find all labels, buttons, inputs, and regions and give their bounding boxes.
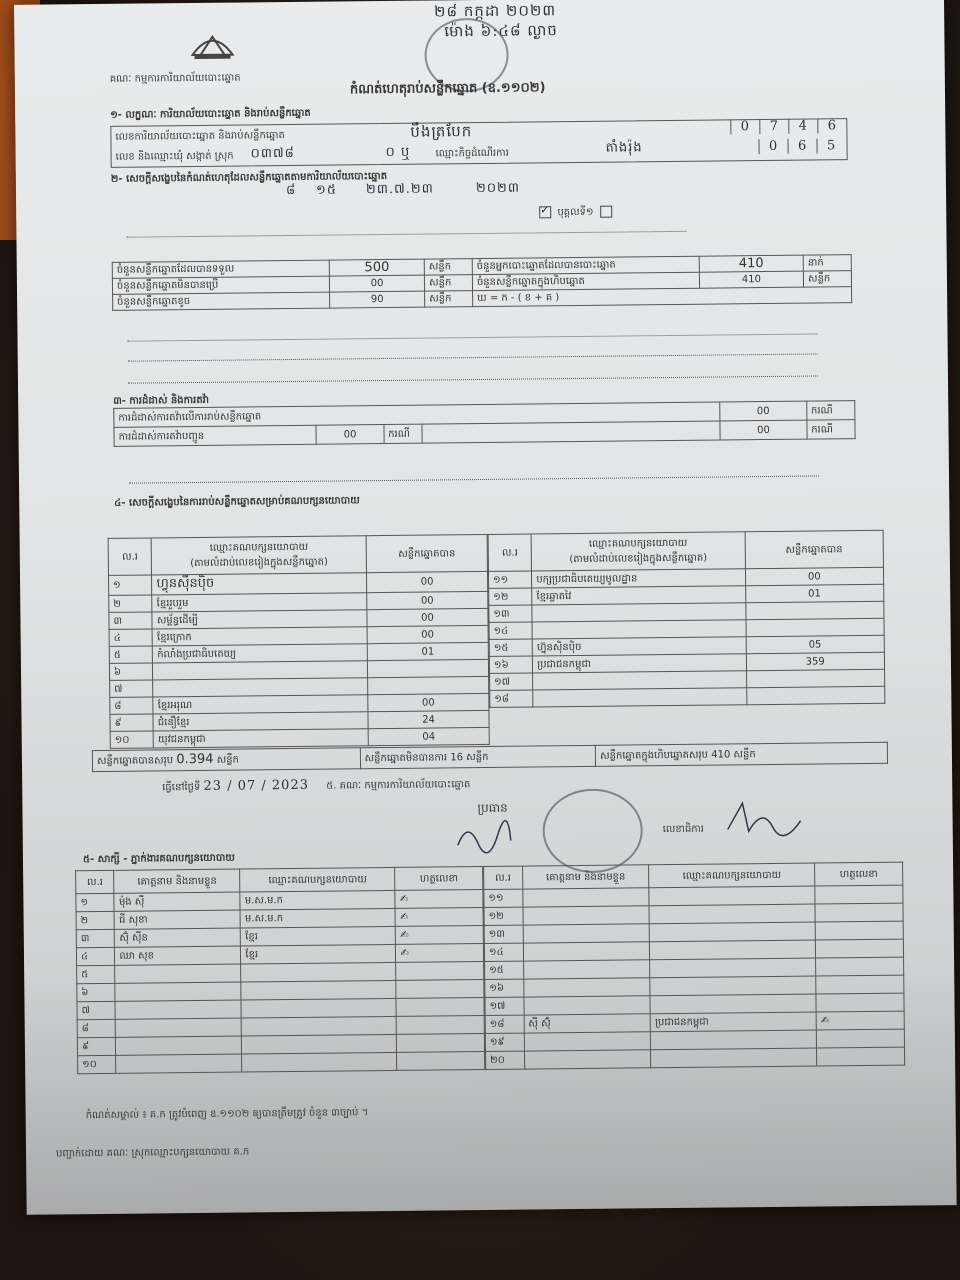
table-row: ៦: [109, 659, 488, 680]
section1-row1-label: លេខការិយាល័យបោះឆ្នោត និងរាប់សន្លឹកឆ្នោត: [115, 130, 285, 143]
party-votes-table-right: [488, 530, 886, 708]
table-row: ១០ យុវជនកម្ពុជា 04: [110, 727, 489, 748]
total-value: 0.394: [176, 751, 214, 768]
form-title: កំណត់ហេតុរាប់សន្លឹកឆ្នោត (ឧ.១១០២): [349, 80, 546, 98]
section1-row2-label: លេខ និងឈ្មោះឃុំ សង្កាត់ ស្រុក: [115, 150, 234, 163]
table-row: ២ ធី សុខា ម.ស.ម.ក ✍: [76, 908, 483, 930]
table-row: ៧: [77, 998, 484, 1020]
section4-heading: ៤- សេចក្ដីសង្ខេបនៃការរាប់សន្លឹកឆ្នោតសម្រាប់គណបក្សនយោបាយ: [114, 495, 360, 509]
section3-line: [129, 475, 819, 483]
section2-date-a: ៨: [285, 182, 297, 199]
section1-row2-label2: ឈ្មោះកិច្ចដំណើរការ: [435, 147, 509, 160]
invalid-value: 16: [450, 751, 464, 763]
table-row: ១៨ ស៊ី ស៊ុំ ប្រជាជនកម្ពុជា ✍: [485, 1011, 904, 1033]
table-row: ១៤: [484, 939, 903, 961]
table-header-row: ល.រ ឈ្មោះគណបក្សនយោបាយ (តាមលំដាប់លេខរៀងក្នុងសន្លឹកឆ្នោត) សន្លឹកឆ្នោតបាន: [108, 534, 487, 575]
table-row: ចំនួនសន្លឹកឆ្នោតខូច 90 សន្លឹក ឃ = ក - ( ខ + គ ): [113, 287, 852, 311]
table-header-row: ល.រ គោត្តនាម និងនាមខ្លួន ឈ្មោះគណបក្សនយោបាយ ហត្ថលេខា: [484, 862, 903, 889]
table-row: ៥: [77, 962, 484, 984]
ballot-count-form-sheet: [14, 0, 957, 1215]
chair-signature-icon: [453, 815, 513, 856]
section2-line-1: [128, 333, 818, 341]
ministry-label: គណៈ កម្មការការិយាល័យបោះឆ្នោត: [109, 72, 241, 85]
table-row: ១៧: [485, 993, 904, 1015]
table-row: ៣ សម្ព័ន្ធដើម្បី 00: [109, 608, 488, 629]
section1-row1-code: 0 7 4 6: [730, 118, 846, 134]
table-row: ១៦: [485, 975, 904, 997]
table-row: ១ ហ្វុនស៊ីនប៉ិច 00: [109, 571, 488, 595]
table-row: ចំនួនសន្លឹកឆ្នោតដែលបានទទួល 500 សន្លឹក ចំនួនអ្នកបោះឆ្នោតដែលបានបោះឆ្នោត 410 នាក់: [112, 255, 851, 279]
box-total-label: សន្លឹកឆ្នោតក្នុងហិបឆ្នោតសរុប: [600, 749, 709, 762]
table-row: ១៥ ហ្វ៊ុនស៊ិនប៉ិច 05: [489, 635, 884, 656]
section2-fill-line: [126, 231, 686, 238]
section3-heading: ៣- ការដំដាស់ និងការតវ៉ា: [113, 394, 210, 407]
date-line: ធ្វើនៅថ្ងៃទី 23 / 07 / 2023 ៥. គណៈ កម្មការការិយាល័យបោះឆ្នោត: [162, 777, 471, 794]
table-row: ៤ ខ្មែរក្រោក 00: [109, 625, 488, 646]
table-row: ៨: [77, 1016, 484, 1038]
emblem-icon: [184, 25, 240, 62]
total-label: សន្លឹកឆ្នោតបានសរុប: [96, 755, 174, 768]
table-row: ៧: [110, 676, 489, 697]
table-row: ការដំដាស់ការតវ៉ាបញ្ជូន 00 ករណី 00 ករណី: [114, 420, 855, 447]
table-row: ៦: [77, 980, 484, 1002]
section2-line-3: [128, 375, 818, 383]
table-row: ការដំដាស់ការតវ៉ាលើការរាប់សន្លឹកឆ្នោត 00 ករណី: [114, 401, 855, 428]
secretary-signature-icon: [722, 797, 802, 838]
checkbox-no[interactable]: [600, 206, 612, 218]
table-row: ១ ម៉ុង ស៊ី ម.ស.ម.ក ✍: [76, 890, 483, 912]
section3-table: [113, 400, 855, 447]
section2-date-d: ២០២៣: [475, 180, 521, 197]
table-row: ៩ ជំនឿខ្មែរ 24: [110, 710, 489, 731]
table-row: ១៦ ប្រជាជនកម្ពុជា 359: [489, 652, 884, 673]
handwritten-date: ២៨ កក្កដា ២០២៣: [434, 1, 557, 21]
section2-table: [112, 254, 852, 311]
section1-row1-value: បឹងត្របែក: [410, 122, 473, 141]
section2-heading: ២- សេចក្ដីសង្ខេបនៃកំណត់ហេតុដែលសន្លឹកឆ្នោតតាមការិយាល័យបោះឆ្នោត: [110, 170, 388, 185]
table-row: ១៧: [490, 669, 885, 690]
section2-check-row: ✓ បុគ្គលទី១: [536, 205, 615, 221]
table-row: ៣ ស៊ុំ ស៊ីន ខ្មែរ ✍: [76, 926, 483, 948]
table-row: ២ ខ្មែររួបរួម 00: [109, 591, 488, 612]
witness-table-left: [75, 866, 485, 1074]
invalid-label: សន្លឹកឆ្នោតមិនបានការ: [364, 751, 448, 764]
table-row: ១២ ខ្មែរឆ្លាតវៃ 01: [489, 584, 884, 605]
section1-row2-code: 0 6 5: [758, 138, 845, 154]
table-row: ១៨: [490, 686, 885, 707]
section1-row2-value2: តាំងរ៉ុង: [605, 140, 643, 156]
section2-date-b: ១៥: [315, 182, 338, 198]
box-total-value: 410: [711, 748, 731, 761]
table-row: ចំនួនសន្លឹកឆ្នោតមិនបានប្រើ 00 សន្លឹក ចំនួនសន្លឹកឆ្នោតក្នុងហិបឆ្នោត 410 សន្លឹក: [112, 271, 851, 295]
footer-bottom: បញ្ជាក់ដោយ គណៈ ស្រុកឈ្មោះបក្សនយោបាយ គ.ក: [56, 1146, 250, 1160]
table-row: ១៣: [484, 921, 903, 943]
section1-heading: ១- លក្ខណៈ ការិយាល័យបោះឆ្នោត និងរាប់សន្លឹកឆ្នោត: [110, 107, 311, 121]
table-row: ១៤: [489, 618, 884, 639]
secretary-label: លេខាធិការ: [662, 823, 705, 836]
table-header-row: ល.រ ឈ្មោះគណបក្សនយោបាយ (តាមលំដាប់លេខរៀងក្នុងសន្លឹកឆ្នោត) សន្លឹកឆ្នោតបាន: [488, 530, 883, 571]
section1-row2-value: ០៣៧៨: [250, 145, 295, 162]
section5-heading: ៥- សាក្សី - ភ្នាក់ងារគណបក្សនយោបាយ: [82, 852, 235, 866]
table-row: ៥ កំលាំងប្រជាធិបតេយ្យ 01: [109, 642, 488, 663]
table-row: ៩: [77, 1034, 484, 1056]
table-header-row: ល.រ គោត្តនាម និងនាមខ្លួន ឈ្មោះគណបក្សនយោបាយ ហត្ថលេខា: [76, 867, 483, 894]
checkbox-yes[interactable]: [539, 206, 551, 218]
table-row: ១១: [484, 885, 903, 907]
chair-label: ប្រធាន: [477, 800, 508, 816]
table-row: ១២: [484, 903, 903, 925]
table-row: ១១ បក្សប្រជាធិបតេយ្យមូលដ្ឋាន 00: [488, 567, 883, 588]
table-row: ៤ ឈា សុខ ខ្មែរ ✍: [76, 944, 483, 966]
table-row: ៨ ខ្មែរអរុណ 00: [110, 693, 489, 714]
table-row: សន្លឹកឆ្នោតបានសរុប 0.394 សន្លឹក សន្លឹកឆ្នោតមិនបានការ 16 សន្លឹក សន្លឹកឆ្នោតក្នុងហិបឆ្នោតសរុប 410 សន្លឹក: [92, 742, 887, 771]
footer-note: កំណត់សម្គាល់ ៖ គ.ក ត្រូវបំពេញ ឧ.១១០២ ឲ្យបានត្រឹមត្រូវ ចំនួន ៣ច្បាប់ ។: [85, 1107, 369, 1122]
section2-line-2: [128, 353, 818, 361]
table-row: ១៥: [485, 957, 904, 979]
table-row: ២០: [486, 1047, 905, 1069]
table-row: ១០: [78, 1052, 485, 1074]
party-votes-table-left: [108, 534, 490, 749]
official-stamp-bottom: [542, 788, 643, 873]
witness-table-right: [483, 862, 905, 1070]
table-row: ១៩: [485, 1029, 904, 1051]
section1-row2-sub: ០ ឬ: [385, 144, 411, 160]
section2-date-c: ២៣.៧.២៣: [365, 181, 434, 198]
handwritten-time: ម៉ោង ៦:៤៨ ល្ងាច: [444, 21, 559, 41]
table-row: ១៣: [489, 601, 884, 622]
